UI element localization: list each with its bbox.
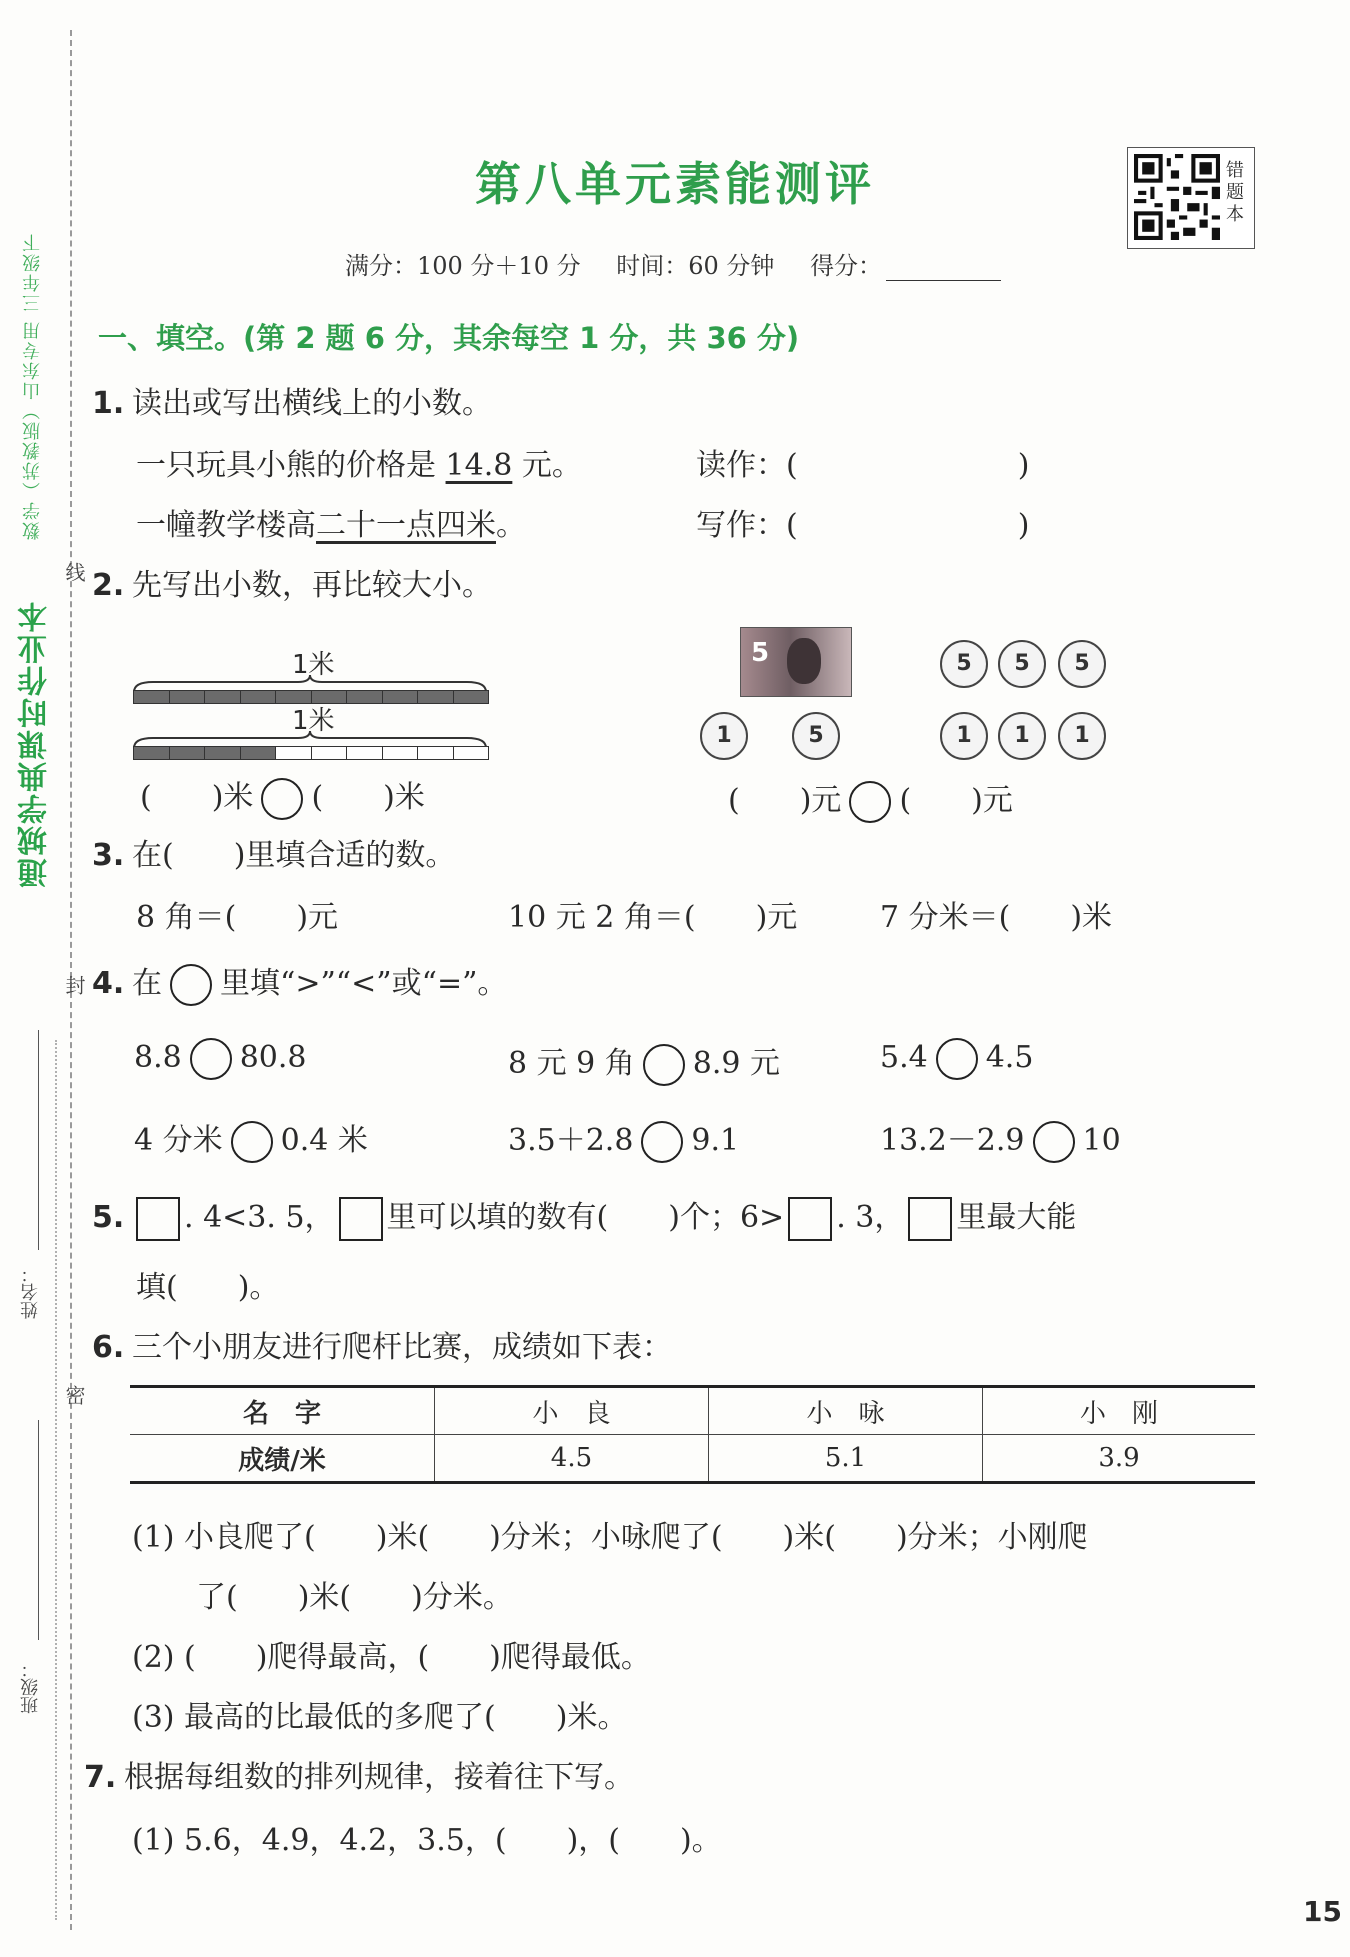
q5-number: 5.: [92, 1200, 125, 1235]
q1a-label: 读作：(: [696, 448, 798, 483]
circle-icon: [170, 964, 212, 1006]
q2-left-compare[interactable]: [140, 772, 425, 820]
q4-number: 4.: [92, 966, 125, 1001]
banknote-5-yuan: [740, 627, 852, 697]
q4-item[interactable]: [134, 1115, 368, 1163]
coin-icon: 1: [1058, 712, 1106, 760]
coin-icon: 5: [940, 640, 988, 688]
coin-icon: 5: [1058, 640, 1106, 688]
cut-mark-line: 线: [62, 562, 86, 582]
coin-icon: 1: [998, 712, 1046, 760]
q4-left: 8.8: [134, 1040, 182, 1075]
q4-item[interactable]: [880, 1115, 1121, 1163]
q5-line2[interactable]: 填( )。: [136, 1270, 280, 1305]
q1-prompt: 读出或写出横线上的小数。: [132, 386, 492, 421]
q2-prompt: 先写出小数，再比较大小。: [132, 568, 492, 603]
coin-icon: 1: [700, 712, 748, 760]
q6-number: 6.: [92, 1330, 125, 1365]
q5-part3: . 3，: [836, 1200, 905, 1235]
compare-circle[interactable]: [849, 781, 891, 823]
q4-left: 5.4: [880, 1040, 928, 1075]
q4-right: 10: [1082, 1123, 1121, 1158]
q3-prompt: 在( )里填合适的数。: [132, 838, 456, 873]
q3-prompt-line: [92, 830, 455, 874]
cut-mark-secret: 密: [62, 1385, 86, 1405]
q1-prompt-line: [92, 378, 492, 422]
q4-right: 4.5: [985, 1040, 1034, 1075]
q4-prompt-line: [92, 958, 507, 1006]
page-title: 第八单元素能测评: [475, 157, 875, 211]
q4-left: 8 元 9 角: [508, 1046, 635, 1081]
q6-sub1-line1[interactable]: (1) 小良爬了( )米( )分米；小咏爬了( )米( )分米；小刚爬: [132, 1520, 1088, 1555]
spine-subtitle: 数学（苏教版）山东专用 三年级下: [22, 232, 43, 540]
qr-caption: 错题本: [1226, 160, 1244, 225]
time-limit: 时间：60 分钟: [616, 252, 775, 280]
q1a-underlined: 14.8: [445, 448, 513, 483]
q4-left: 3.5＋2.8: [508, 1123, 634, 1158]
q2-right-unit1: )元: [799, 783, 842, 818]
q3b[interactable]: 10 元 2 角＝( )元: [508, 900, 798, 935]
compare-circle[interactable]: [231, 1121, 273, 1163]
q2-left-unit2: )米: [383, 780, 425, 815]
compare-circle[interactable]: [641, 1121, 683, 1163]
table-header-row: [130, 1387, 1255, 1435]
meter-label-2: 1米: [292, 706, 335, 736]
q1b-underlined: 二十一点四米: [316, 508, 496, 543]
compare-circle[interactable]: [190, 1038, 232, 1080]
q4-item[interactable]: [508, 1115, 739, 1163]
coin-icon: 1: [940, 712, 988, 760]
name-field-line[interactable]: [38, 1030, 39, 1250]
table-cell: 5.1: [709, 1435, 983, 1483]
q2-left-unit1: )米: [211, 780, 254, 815]
q5-part1: . 4<3. 5，: [184, 1200, 335, 1235]
banknote-value: 5: [751, 638, 770, 668]
q2-left-open2: (: [311, 780, 324, 815]
q6-sub2[interactable]: (2) ( )爬得最高，( )爬得最低。: [132, 1640, 651, 1675]
q5-line: [92, 1192, 1076, 1241]
q2-number: 2.: [92, 568, 125, 603]
q6-prompt-line: [92, 1322, 672, 1366]
class-field-line[interactable]: [38, 1420, 39, 1640]
score-meta: [345, 246, 1057, 281]
score-label-text: 得分：: [810, 252, 883, 280]
q2-right-unit2: )元: [971, 783, 1013, 818]
table-cell: 成绩/米: [130, 1435, 434, 1483]
q7-prompt: 根据每组数的排列规律，接着往下写。: [124, 1760, 634, 1795]
ruler-2: [133, 746, 487, 762]
q1b-answer[interactable]: [696, 500, 1029, 544]
q2-prompt-line: [92, 560, 492, 604]
q2-right-open1: (: [728, 783, 740, 818]
q1-number: 1.: [92, 386, 125, 421]
score-table: [130, 1385, 1255, 1484]
page-number: 15: [1303, 1895, 1342, 1928]
blank-square[interactable]: [908, 1197, 952, 1241]
q7-number: 7.: [84, 1760, 117, 1795]
section-heading: 一、填空。(第 2 题 6 分，其余每空 1 分，共 36 分): [98, 321, 800, 355]
q2-right-open2: (: [899, 783, 912, 818]
class-field-label: 班级：: [20, 1660, 41, 1714]
table-cell: 4.5: [434, 1435, 708, 1483]
q1b-line: [136, 500, 526, 544]
q1b-punct: 。: [496, 508, 526, 543]
q7-prompt-line: [84, 1752, 634, 1796]
blank-square[interactable]: [136, 1197, 180, 1241]
q6-sub3[interactable]: (3) 最高的比最低的多爬了( )米。: [132, 1700, 628, 1735]
q4-item[interactable]: [880, 1038, 1033, 1080]
table-header-cell: 小 良: [434, 1387, 708, 1435]
q3c[interactable]: 7 分米＝( )米: [880, 900, 1113, 935]
q1a-text: 一只玩具小熊的价格是: [136, 448, 446, 483]
q2-left-open1: (: [140, 780, 152, 815]
table-header-cell: 小 咏: [709, 1387, 983, 1435]
q4-item[interactable]: [134, 1038, 307, 1080]
q1a-line: [136, 440, 582, 484]
meter-label-1: 1米: [292, 650, 335, 680]
q4-right: 0.4 米: [280, 1123, 368, 1158]
q5-part2: 里可以填的数有( )个；6>: [386, 1200, 785, 1235]
table-cell: 3.9: [983, 1435, 1255, 1483]
score-blank[interactable]: [886, 258, 1001, 281]
binding-dotted-line: [55, 1040, 57, 1920]
q1a-unit: 元。: [512, 448, 582, 483]
q4-right: 9.1: [691, 1123, 740, 1158]
qr-code-box[interactable]: [1127, 147, 1255, 249]
q1a-close: ): [1017, 448, 1030, 483]
full-score: 满分：100 分＋10 分: [345, 252, 581, 280]
coin-icon: 5: [792, 712, 840, 760]
table-header-cell: 小 刚: [983, 1387, 1255, 1435]
q1b-label: 写作：(: [696, 508, 798, 543]
q1a-answer[interactable]: [696, 440, 1029, 484]
blank-square[interactable]: [788, 1197, 832, 1241]
compare-circle[interactable]: [1033, 1121, 1075, 1163]
spine-brand: 通城学典课时作业本: [18, 600, 53, 888]
compare-circle[interactable]: [936, 1038, 978, 1080]
score-label: [810, 252, 1029, 280]
q4-right: 80.8: [239, 1040, 307, 1075]
q4-pre: 在: [132, 966, 162, 1001]
table-row: [130, 1435, 1255, 1483]
table-header-cell: 名 字: [130, 1387, 434, 1435]
q4-item[interactable]: [508, 1038, 780, 1086]
q1b-text: 一幢教学楼高: [136, 508, 316, 543]
q6-sub1-line2[interactable]: 了( )米( )分米。: [196, 1580, 513, 1615]
q4-post: 里填“>”“<”或“=”。: [220, 966, 508, 1001]
q4-right: 8.9 元: [692, 1046, 781, 1081]
q5-part4: 里最大能: [956, 1200, 1077, 1235]
portrait-icon: [787, 638, 821, 684]
q3-number: 3.: [92, 838, 125, 873]
name-field-label: 姓名：: [20, 1265, 41, 1319]
qr-code-icon: [1134, 154, 1220, 240]
q2-right-compare[interactable]: [728, 775, 1013, 823]
compare-circle[interactable]: [261, 778, 303, 820]
q7-sub1[interactable]: (1) 5.6，4.9，4.2，3.5，( )，( )。: [132, 1823, 722, 1858]
coin-icon: 5: [998, 640, 1046, 688]
q4-left: 4 分米: [134, 1123, 223, 1158]
blank-square[interactable]: [339, 1197, 383, 1241]
q3a[interactable]: 8 角＝( )元: [136, 900, 339, 935]
q6-prompt: 三个小朋友进行爬杆比赛，成绩如下表：: [132, 1330, 672, 1365]
compare-circle[interactable]: [643, 1044, 685, 1086]
q1b-close: ): [1017, 508, 1030, 543]
cut-mark-seal: 封: [62, 975, 86, 995]
q4-left: 13.2－2.9: [880, 1123, 1025, 1158]
